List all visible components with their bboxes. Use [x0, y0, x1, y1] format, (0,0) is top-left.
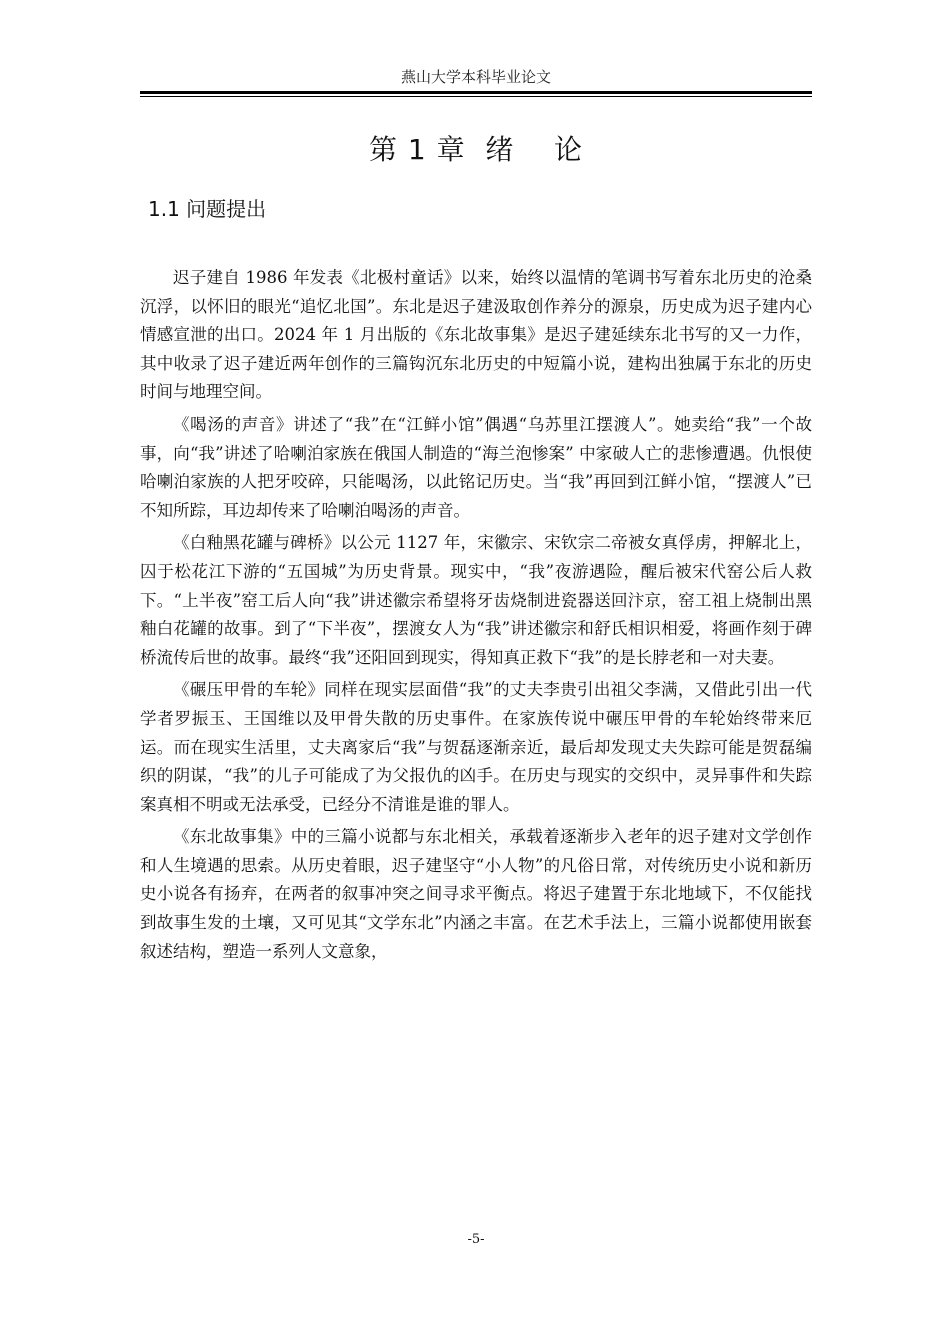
- paragraph: 《喝汤的声音》讲述了“我”在“江鲜小馆”偶遇“乌苏里江摆渡人”。她卖给“我”一个故事，向“我”讲述了哈喇泊家族在俄国人制造的“海兰泡惨案” 中家破人亡的悲惨遭遇。仇恨使哈喇泊家族的人把牙咬碎，只能喝汤，以此铭记历史。当“我”再回到江鲜小馆，“摆渡人”已不知所踪，耳边却传来了哈喇泊喝汤的声音。: [140, 414, 812, 520]
- paragraph: 迟子建自 1986 年发表《北极村童话》以来，始终以温情的笔调书写着东北历史的沧桑沉浮，以怀旧的眼光“追忆北国”。东北是迟子建汲取创作养分的源泉，历史成为迟子建内心情感宣泄的出口。2024 年 1 月出版的《东北故事集》是迟子建延续东北书写的又一力作，其中收录了迟子建近两年创作的三篇钩沉东北历史的中短篇小说，建构出独属于东北的历史时间与地理空间。: [140, 268, 812, 402]
- running-header: 燕山大学本科毕业论文: [400, 68, 551, 86]
- paragraph: 《白釉黑花罐与碑桥》以公元 1127 年，宋徽宗、宋钦宗二帝被女真俘虏，押解北上，囚于松花江下游的“五国城”为历史背景。现实中，“我”夜游遇险，醒后被宋代窑公后人救下。“上半夜”窑工后人向“我”讲述徽宗希望将牙齿烧制进瓷器送回汴京，窑工祖上烧制出黑釉白花罐的故事。到了“下半夜”，摆渡女人为“我”讲述徽宗和舒氏相识相爱，将画作刻于碑桥流传后世的故事。最终“我”还阳回到现实，得知真正救下“我”的是长脖老和一对夫妻。: [140, 533, 812, 667]
- chapter-title: 第 1 章 绪 论: [368, 133, 584, 166]
- section-title: 1.1 问题提出: [148, 197, 267, 221]
- header-rule-thin: [140, 96, 812, 97]
- page-number: -5-: [467, 1232, 485, 1247]
- paragraph: 《东北故事集》中的三篇小说都与东北相关，承载着逐渐步入老年的迟子建对文学创作和人生境遇的思索。从历史着眼，迟子建坚守“小人物”的凡俗日常，对传统历史小说和新历史小说各有扬弃，在两者的叙事冲突之间寻求平衡点。将迟子建置于东北地域下，不仅能找到故事生发的土壤，又可见其“文学东北”内涵之丰富。在艺术手法上，三篇小说都使用嵌套叙述结构，塑造一系列人文意象，: [140, 827, 812, 961]
- paragraph: 《碾压甲骨的车轮》同样在现实层面借“我”的丈夫李贵引出祖父李满，又借此引出一代学者罗振玉、王国维以及甲骨失散的历史事件。在家族传说中碾压甲骨的车轮始终带来厄运。而在现实生活里，丈夫离家后“我”与贺磊逐渐亲近，最后却发现丈夫失踪可能是贺磊编织的阴谋，“我”的儿子可能成了为父报仇的凶手。在历史与现实的交织中，灵异事件和失踪案真相不明或无法承受，已经分不清谁是谁的罪人。: [140, 680, 812, 814]
- body-text: [140, 264, 812, 970]
- header-rule-thick: [140, 91, 812, 94]
